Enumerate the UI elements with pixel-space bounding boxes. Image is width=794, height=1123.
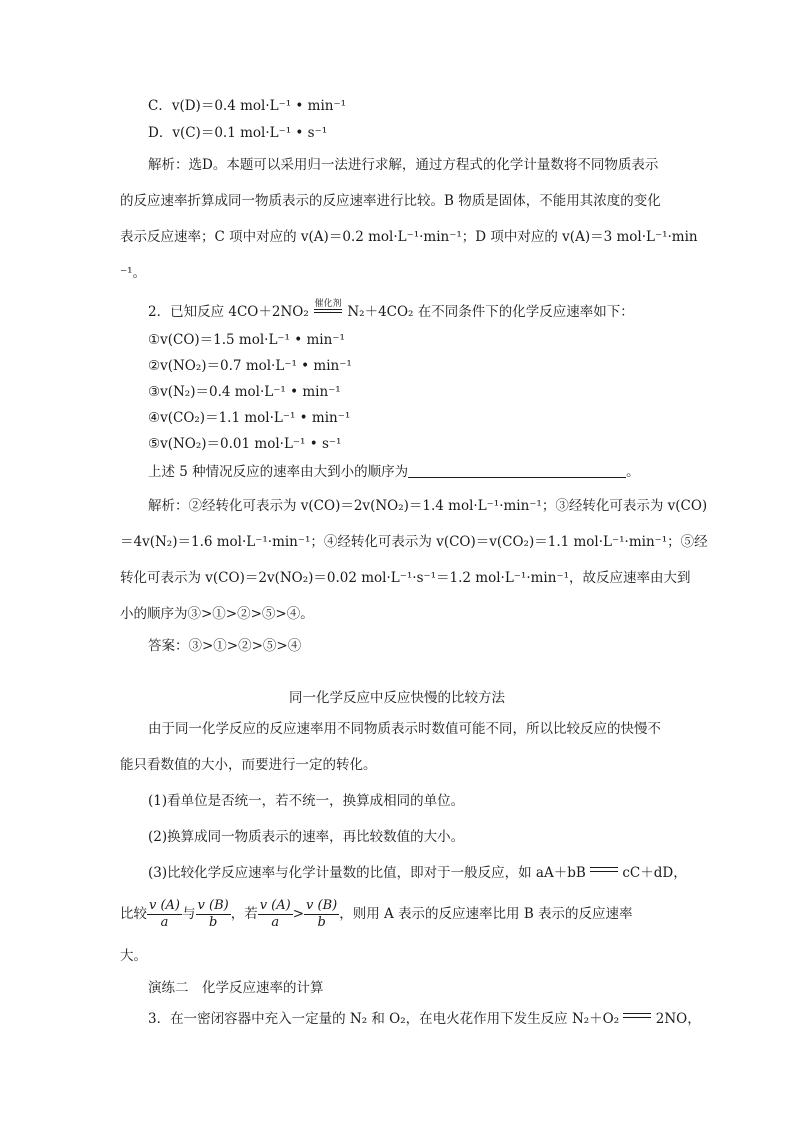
question-3 [148, 1009, 701, 1029]
method-step-3-b: cC＋dD， [622, 865, 687, 881]
fraction-vb-numerator: v (B) [197, 898, 229, 913]
fraction-vb-denominator-2: b [304, 914, 339, 931]
analysis-2-line-1: 解析：②经转化可表示为 v(CO)＝2v(NO₂)＝1.4 mol·L⁻¹·min⁻¹；③经转化可表示为 v(CO) [148, 498, 708, 514]
rate-item-1: ①v(CO)＝1.5 mol·L⁻¹ • min⁻¹ [148, 332, 345, 348]
analysis-2-line-3: 转化可表示为 v(CO)＝2v(NO₂)＝0.02 mol·L⁻¹·s⁻¹＝1.2 mol·L⁻¹·min⁻¹，故反应速率由大到 [120, 570, 691, 586]
question-2-intro-a: 2．已知反应 4CO＋2NO₂ [148, 304, 309, 320]
analysis-1-line-2: 的反应速率折算成同一物质表示的反应速率进行比较。B 物质是固体，不能用其浓度的变化 [120, 193, 661, 209]
method-paragraph-line-2: 能只看数值的大小，而要进行一定的转化。 [120, 757, 377, 773]
analysis-1-line-3: 表示反应速率；C 项中对应的 v(A)＝0.2 mol·L⁻¹·min⁻¹；D 项中对应的 v(A)＝3 mol·L⁻¹·min [120, 229, 698, 245]
fraction-va-numerator-2: v (A) [259, 898, 291, 913]
analysis-1-line-4: ⁻¹。 [120, 265, 147, 281]
question-2-intro [148, 300, 634, 322]
catalyst-arrow [313, 300, 343, 318]
compare-conclusion: ，则用 A 表示的反应速率比用 B 表示的反应速率 [339, 906, 633, 922]
option-c: C．v(D)＝0.4 mol·L⁻¹ • min⁻¹ [148, 98, 347, 114]
question-3-b: 2NO， [655, 1011, 701, 1027]
fraction-vb-over-b-2 [304, 898, 339, 931]
question-2-prompt-text: 上述 5 种情况反应的速率由大到小的顺序为 [148, 464, 409, 480]
question-2-prompt-end: 。 [626, 464, 640, 480]
rate-item-3: ③v(N₂)＝0.4 mol·L⁻¹ • min⁻¹ [148, 384, 341, 400]
rate-item-2: ②v(NO₂)＝0.7 mol·L⁻¹ • min⁻¹ [148, 358, 352, 374]
method-step-3 [148, 863, 687, 883]
rate-item-4: ④v(CO₂)＝1.1 mol·L⁻¹ • min⁻¹ [148, 410, 351, 426]
method-step-1: (1)看单位是否统一，若不统一，换算成相同的单位。 [148, 793, 465, 809]
drill-2-title: 演练二 化学反应速率的计算 [148, 980, 324, 996]
answer-2: 答案：③>①>②>⑤>④ [148, 638, 302, 654]
fraction-va-over-a-2 [258, 898, 293, 931]
fraction-vb-numerator-2: v (B) [306, 898, 338, 913]
method-title: 同一化学反应中反应快慢的比较方法 [289, 690, 505, 706]
fraction-vb-denominator: b [196, 914, 231, 931]
catalyst-label: 催化剂 [314, 299, 342, 309]
fraction-va-over-a [147, 898, 182, 931]
equilibrium-sign-2 [623, 1010, 651, 1022]
method-step-2: (2)换算成同一物质表示的速率，再比较数值的大小。 [148, 829, 465, 845]
method-step-3-a: (3)比较化学反应速率与化学计量数的比值，即对于一般反应，如 aA＋bB [148, 865, 586, 881]
equilibrium-sign [590, 864, 618, 876]
question-2-prompt [148, 462, 640, 482]
compare-if: ，若 [230, 906, 258, 922]
compare-with: 与 [182, 906, 196, 922]
fraction-va-denominator: a [147, 914, 182, 931]
method-paragraph-line-1: 由于同一化学反应的反应速率用不同物质表示时数值可能不同，所以比较反应的快慢不 [148, 721, 661, 737]
greater-than: > [292, 906, 305, 922]
question-3-a: 3．在一密闭容器中充入一定量的 N₂ 和 O₂，在电火花作用下发生反应 N₂＋O₂ [148, 1011, 620, 1027]
compare-end: 大。 [120, 948, 147, 964]
option-d: D．v(C)＝0.1 mol·L⁻¹ • s⁻¹ [148, 125, 328, 141]
compare-prefix: 比较 [120, 906, 147, 922]
fraction-va-denominator-2: a [258, 914, 293, 931]
analysis-1-line-1: 解析：选D。本题可以采用归一法进行求解，通过方程式的化学计量数将不同物质表示 [148, 157, 659, 173]
answer-blank[interactable] [408, 463, 626, 478]
analysis-2-line-2: ＝4v(N₂)＝1.6 mol·L⁻¹·min⁻¹；④经转化可表示为 v(CO)＝v(CO₂)＝1.1 mol·L⁻¹·min⁻¹；⑤经 [120, 534, 708, 550]
ratio-comparison [120, 895, 633, 933]
fraction-vb-over-b [196, 898, 231, 931]
rate-item-5: ⑤v(NO₂)＝0.01 mol·L⁻¹ • s⁻¹ [148, 436, 342, 452]
question-2-intro-b: N₂＋4CO₂ 在不同条件下的化学反应速率如下： [347, 304, 634, 320]
fraction-va-numerator: v (A) [149, 898, 181, 913]
analysis-2-line-4: 小的顺序为③>①>②>⑤>④。 [120, 606, 314, 622]
